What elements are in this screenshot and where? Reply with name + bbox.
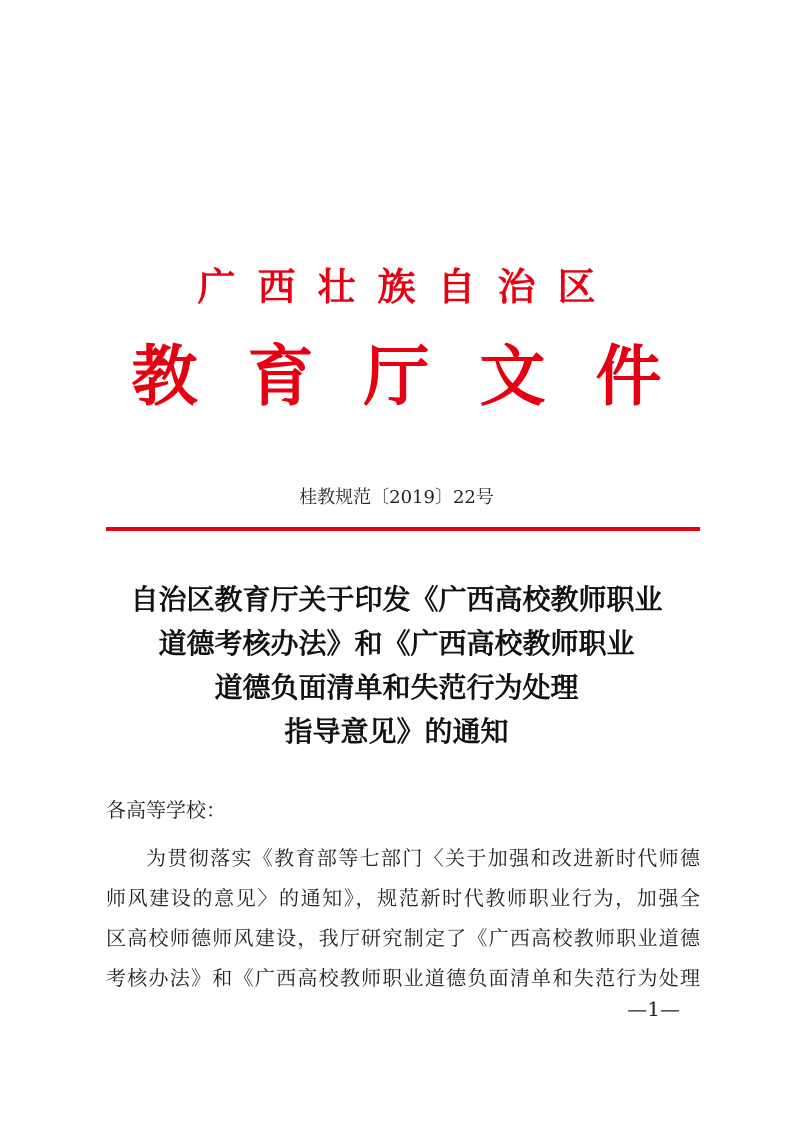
document-title bbox=[90, 578, 703, 754]
document-type-heading: 教育厅文件 bbox=[131, 337, 712, 415]
title-line: 道德考核办法》和《广西高校教师职业 bbox=[158, 627, 635, 660]
title-line: 道德负面清单和失范行为处理 bbox=[214, 671, 579, 704]
body-line: 为贯彻落实《教育部等七部门〈关于加强和改进新时代师德 bbox=[146, 846, 700, 870]
issuer-name: 广西壮族自治区 bbox=[197, 264, 618, 309]
body-line: 区高校师德师风建设，我厅研究制定了《广西高校教师职业道德 bbox=[106, 926, 700, 950]
title-line: 指导意见》的通知 bbox=[284, 715, 509, 748]
document-number: 桂教规范〔2019〕22号 bbox=[299, 487, 494, 508]
body-paragraph bbox=[106, 838, 700, 998]
title-line: 自治区教育厅关于印发《广西高校教师职业 bbox=[130, 583, 663, 616]
body-line: 考核办法》和《广西高校教师职业道德负面清单和失范行为处理 bbox=[106, 966, 700, 990]
body-line: 师风建设的意见〉的通知》，规范新时代教师职业行为，加强全 bbox=[106, 886, 700, 910]
page-number: —1— bbox=[627, 997, 680, 1021]
red-divider-line bbox=[106, 527, 700, 531]
salutation: 各高等学校： bbox=[106, 798, 226, 822]
